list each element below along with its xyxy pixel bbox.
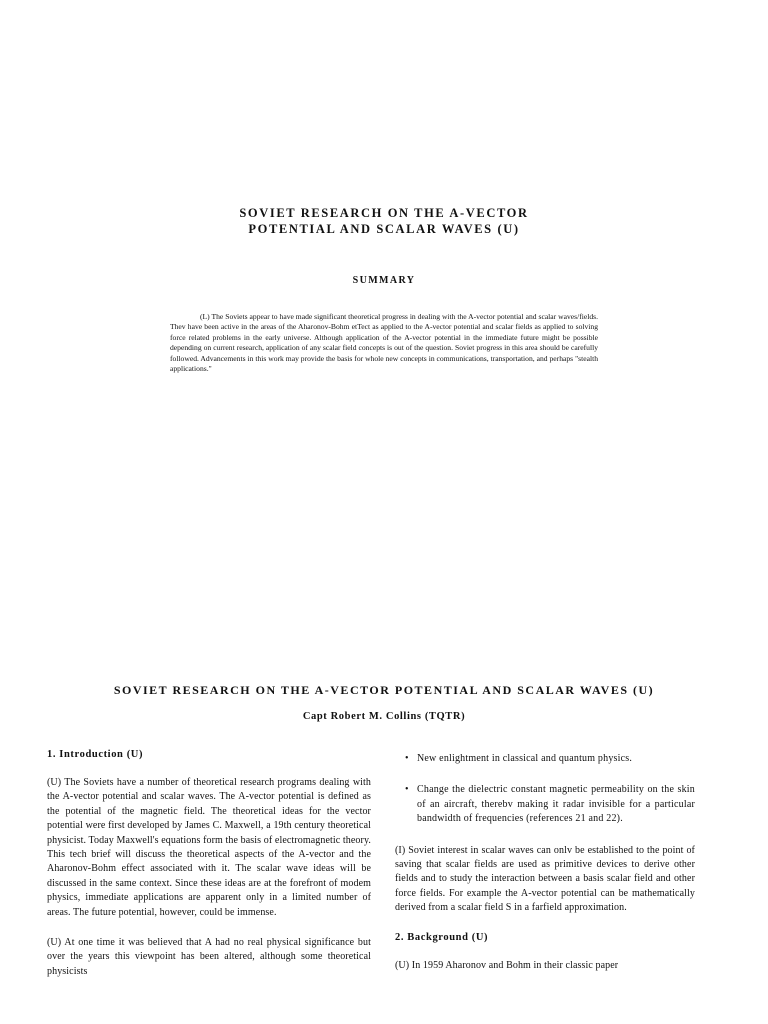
bullet-marker: • [405,753,409,764]
summary-title [0,205,768,237]
summary-title-line-2: POTENTIAL AND SCALAR WAVES (U) [248,222,520,236]
summary-heading: SUMMARY [352,275,416,286]
section-heading-background: 2. Background (U) [395,931,489,943]
background-paragraph: (U) In 1959 Aharonov and Bohm in their classic paper [395,959,619,971]
intro-paragraph-1: (U) The Soviets have a number of theoretical research programs dealing with the A-vector potential and scalar waves. The A-vector potential is defined as the potential of the magnetic field. The theoretical ideas for the vector potential were first developed by James C. Maxwell, a 19th century theoretical physicist. Today Maxwell's equations form the basis of electromagnetic theory. This tech brief will discuss the theoretical aspects of the A-vector and the Aharonov-Bohm effect associated with it. The scalar wave ideas will be discussed in the same context. Since these ideas are at the forefront of modem physics, immediate applications are apparent only in a limited number of areas. The future potential, however, could be immense. [47,777,371,918]
article-author: Capt Robert M. Collins (TQTR) [302,711,466,722]
scalar-waves-paragraph: (I) Soviet interest in scalar waves can onlv be established to the point of saving that scalar fields are used as primitive devices to derive other fields and to study the interaction between a basis scalar field and other force fields. For example the A-vector potential can be mathematically derived from a scalar field S in a farfield approximation. [395,844,695,914]
section-heading-introduction: 1. Introduction (U) [47,749,144,760]
right-column [395,752,695,989]
summary-text: (L) The Soviets appear to have made significant theoretical progress in dealing with the A-vector potential and scalar waves/fields. Thev have been active in the areas of the Aharonov-Bohm etTect as applied to the A-vector potential and scalar fields as applied to solving force related problems in the early universe. Although application of the A-vector potential in the immediate future might be possible depending on current research, application of any scalar field concepts is out of the question. Soviet progress in this area should be carefully followed. Advancements in this work may provide the basis for whole new concepts in communications, transportation, and perhaps "stealth applications." [170,312,598,374]
bullet-text-1: New enlightment in classical and quantum physics. [417,753,633,764]
summary-title-line-1: SOVIET RESEARCH ON THE A-VECTOR [239,206,529,220]
bullet-marker: • [405,784,409,796]
left-column [47,749,371,995]
list-item [395,752,695,766]
article-title: SOVIET RESEARCH ON THE A-VECTOR POTENTIAL AND SCALAR WAVES (U) [113,683,655,697]
intro-paragraph-2: (U) At one time it was believed that A had no real physical significance but over the years this viewpoint has been altered, although some theoretical physicists [47,937,371,977]
list-item [395,783,695,826]
summary-paragraph [170,312,598,374]
bullet-text-2: Change the dielectric constant magnetic permeability on the skin of an aircraft, therebv making it radar invisible for a particular bandwidth of frequencies (references 21 and 22). [417,784,695,825]
